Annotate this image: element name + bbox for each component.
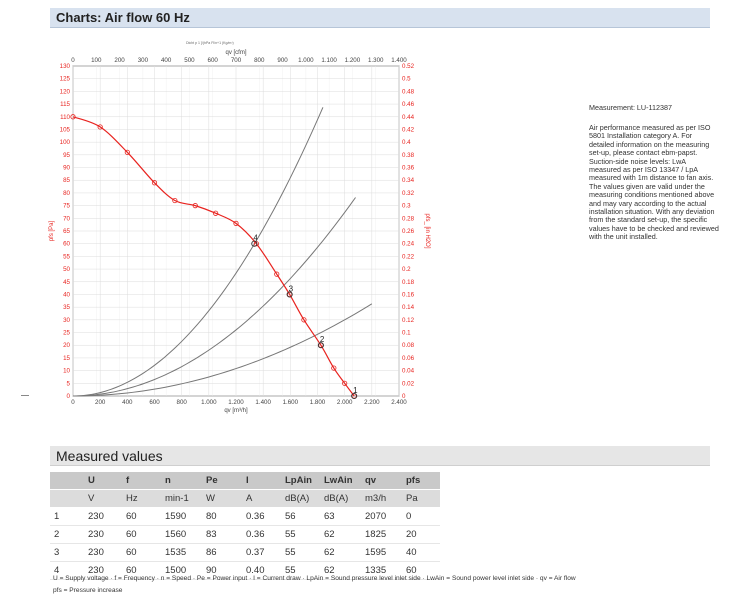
table-cell: 40 <box>402 544 440 562</box>
y2-tick-label: 0.46 <box>402 101 415 109</box>
header-pfs: pfs <box>402 472 440 490</box>
header-pe: Pe <box>202 472 242 490</box>
x-tick-label: 600 <box>149 399 160 406</box>
row-label: 4 <box>50 562 84 580</box>
x-tick-label: 2.400 <box>391 399 407 406</box>
y2-tick-label: 0.04 <box>402 367 415 375</box>
table-cell: 60 <box>122 526 161 544</box>
unit-cell: W <box>202 490 242 508</box>
legend-line-2: pfs = Pressure increase <box>53 587 123 594</box>
y2-tick-label: 0.4 <box>402 139 411 147</box>
unit-cell: dB(A) <box>281 490 320 508</box>
y2-tick-label: 0.34 <box>402 177 415 185</box>
table-cell: 0.36 <box>242 526 281 544</box>
y2-tick-label: 0.48 <box>402 88 415 96</box>
units-blank <box>50 490 84 508</box>
row-label: 1 <box>50 508 84 526</box>
table-cell: 1500 <box>161 562 202 580</box>
charts-title: Charts: Air flow 60 Hz <box>56 10 190 25</box>
y-tick-label: 30 <box>63 316 70 324</box>
table-units-row <box>50 490 440 508</box>
y-tick-label: 105 <box>59 126 70 134</box>
operating-point-label: 3 <box>288 284 294 294</box>
x-tick-label: 2.000 <box>336 399 353 406</box>
y-tick-label: 120 <box>59 88 70 96</box>
table-cell: 20 <box>402 526 440 544</box>
y-tick-label: 15 <box>63 354 70 362</box>
y-tick-label: 35 <box>63 304 70 312</box>
x-tick-label: 200 <box>95 399 106 406</box>
x2-tick-label: 700 <box>230 57 242 64</box>
table-cell: 1590 <box>161 508 202 526</box>
table-cell: 60 <box>402 562 440 580</box>
table-cell: 1595 <box>361 544 402 562</box>
unit-cell: V <box>84 490 122 508</box>
x-tick-label: 800 <box>176 399 187 406</box>
x2-tick-label: 500 <box>184 57 195 64</box>
y-tick-label: 80 <box>63 189 70 197</box>
y2-tick-label: 0.2 <box>402 266 411 274</box>
table-cell: 230 <box>84 562 122 580</box>
x-axis-label: qv [m³/h] <box>224 408 248 414</box>
measurement-id: Measurement: LU-112387 <box>589 103 672 112</box>
y-axis-label: pfs [Pa] <box>49 220 55 242</box>
header-qv: qv <box>361 472 402 490</box>
table-cell: 2070 <box>361 508 402 526</box>
y2-tick-label: 0.26 <box>402 228 415 235</box>
y2-tick-label: 0.18 <box>402 278 415 286</box>
y-tick-label: 95 <box>63 151 70 159</box>
header-f: f <box>122 472 161 490</box>
table-cell: 1535 <box>161 544 202 562</box>
table-cell: 0.37 <box>242 544 281 562</box>
header-i: I <box>242 472 281 490</box>
table-cell: 60 <box>122 544 161 562</box>
x2-tick-label: 200 <box>114 57 125 64</box>
x2-tick-label: 0 <box>71 57 75 64</box>
table-cell: 1335 <box>361 562 402 580</box>
table-cell: 0.36 <box>242 508 281 526</box>
airflow-chart <box>40 36 430 414</box>
y2-tick-label: 0.32 <box>402 189 415 197</box>
charts-section-header <box>50 8 710 28</box>
x2-axis-label: qv [cfm] <box>225 50 247 56</box>
y-tick-label: 40 <box>63 291 70 299</box>
y2-tick-label: 0.24 <box>402 240 415 248</box>
y2-tick-label: 0.14 <box>402 304 415 312</box>
y-tick-label: 75 <box>63 202 70 210</box>
table-cell: 0 <box>402 508 440 526</box>
y2-tick-label: 0.06 <box>402 354 415 362</box>
table-cell: 55 <box>281 544 320 562</box>
y-tick-label: 25 <box>63 329 70 337</box>
y2-tick-label: 0.12 <box>402 316 415 324</box>
y-tick-label: 100 <box>59 139 70 147</box>
x-tick-label: 400 <box>122 399 133 406</box>
y2-tick-label: 0.02 <box>402 380 415 388</box>
y-tick-label: 55 <box>63 253 70 261</box>
x2-tick-label: 1.400 <box>391 57 407 64</box>
y-tick-label: 45 <box>63 278 70 286</box>
measured-values-header <box>50 446 710 466</box>
unit-cell: m3/h <box>361 490 402 508</box>
table-cell: 62 <box>320 526 361 544</box>
y2-axis-label: pfs_ [in H2O] <box>424 213 430 249</box>
x2-tick-label: 1.200 <box>344 57 361 64</box>
x-tick-label: 2.200 <box>364 399 380 406</box>
table-cell: 55 <box>281 562 320 580</box>
x2-tick-label: 600 <box>207 57 218 64</box>
y-tick-label: 85 <box>63 177 70 185</box>
x-tick-label: 1.600 <box>282 399 299 406</box>
y-tick-label: 0 <box>66 393 70 400</box>
y-tick-label: 10 <box>63 367 70 375</box>
table-header-row <box>50 472 440 490</box>
legend-line-1: U = Supply voltage · f = Frequency · n = Speed · Pe = Power input · I = Current draw · LpAin = Sound pressure level inlet side · LwAin = Sound power level inlet side · qv = Air flow <box>53 575 576 582</box>
table-cell: 230 <box>84 526 122 544</box>
x2-tick-label: 900 <box>277 57 288 64</box>
x-tick-label: 1.800 <box>309 399 326 406</box>
header-n: n <box>161 472 202 490</box>
y-tick-label: 130 <box>59 63 70 70</box>
y2-tick-label: 0.08 <box>402 342 415 350</box>
y-tick-label: 70 <box>63 215 70 223</box>
unit-cell: Hz <box>122 490 161 508</box>
y-tick-label: 110 <box>60 113 70 121</box>
table-cell: 60 <box>122 562 161 580</box>
table-row <box>50 526 440 544</box>
table-cell: 80 <box>202 508 242 526</box>
x2-tick-label: 400 <box>160 57 172 64</box>
table-cell: 83 <box>202 526 242 544</box>
y-tick-label: 5 <box>66 380 70 388</box>
y-tick-label: 90 <box>63 164 70 172</box>
x-tick-label: 1.200 <box>228 399 244 406</box>
unit-cell: Pa <box>402 490 440 508</box>
table-cell: 86 <box>202 544 242 562</box>
unit-cell: min-1 <box>161 490 202 508</box>
table-row <box>50 544 440 562</box>
row-label: 2 <box>50 526 84 544</box>
y2-tick-label: 0.36 <box>402 164 415 172</box>
y2-tick-label: 0.52 <box>402 63 415 70</box>
table-cell: 230 <box>84 508 122 526</box>
y2-tick-label: 0.3 <box>402 202 411 210</box>
table-cell: 90 <box>202 562 242 580</box>
y2-tick-label: 0.22 <box>402 253 415 261</box>
y2-tick-label: 0.28 <box>402 215 415 223</box>
x2-tick-label: 300 <box>137 57 149 64</box>
y2-tick-label: 0.42 <box>402 126 415 134</box>
y-tick-label: 65 <box>63 228 70 235</box>
top-caption: Dicht p 1 ]/(hPa Fl/n+1 (Kg/m³) <box>186 41 234 45</box>
x2-tick-label: 800 <box>254 57 265 64</box>
table-cell: 55 <box>281 526 320 544</box>
y-tick-label: 115 <box>60 101 70 109</box>
x-tick-label: 1.000 <box>201 399 217 406</box>
header-u: U <box>84 472 122 490</box>
measurement-description: Air performance measured as per ISO 5801 Installation category A. For detailed information on the measuring set-up, please contact ebm-papst. Suction-side noise levels: LwA measured as per ISO 13347 / LpA measured with 1m distance to fan axis. The values given are valid under the measuring conditions mentioned above and may vary according to the actual installation situation. With any deviation from the standard set-up, the specific values have to be checked and reviewed with the unit installed. <box>589 123 719 242</box>
x2-tick-label: 1.100 <box>321 57 337 64</box>
header-lwa: LwAin <box>320 472 361 490</box>
unit-cell: dB(A) <box>320 490 361 508</box>
row-label: 3 <box>50 544 84 562</box>
table-cell: 62 <box>320 562 361 580</box>
y2-tick-label: 0.1 <box>402 329 411 337</box>
y2-tick-label: 0.44 <box>402 113 415 121</box>
x-tick-label: 0 <box>71 399 75 406</box>
y2-tick-label: 0.38 <box>402 151 415 159</box>
y-tick-label: 50 <box>63 266 70 274</box>
y-tick-label: 20 <box>63 342 70 350</box>
x2-tick-label: 1.000 <box>298 57 314 64</box>
table-row <box>50 508 440 526</box>
table-cell: 1560 <box>161 526 202 544</box>
operating-point-label: 1 <box>353 386 358 395</box>
y-tick-label: 60 <box>63 240 70 248</box>
unit-cell: A <box>242 490 281 508</box>
measured-values-table <box>50 472 440 580</box>
header-blank <box>50 472 84 490</box>
y2-tick-label: 0 <box>402 393 406 400</box>
table-cell: 1825 <box>361 526 402 544</box>
measured-values-title: Measured values <box>56 448 163 464</box>
table-cell: 63 <box>320 508 361 526</box>
table-cell: 60 <box>122 508 161 526</box>
table-cell: 56 <box>281 508 320 526</box>
x2-tick-label: 100 <box>91 57 102 64</box>
y2-tick-label: 0.16 <box>402 291 415 299</box>
x-tick-label: 1.400 <box>255 399 271 406</box>
header-lpa: LpAin <box>281 472 320 490</box>
operating-point-label: 2 <box>319 335 325 345</box>
x2-tick-label: 1.300 <box>367 57 384 64</box>
table-cell: 230 <box>84 544 122 562</box>
y2-tick-label: 0.5 <box>402 75 411 83</box>
table-cell: 62 <box>320 544 361 562</box>
side-marker <box>21 395 29 396</box>
y-tick-label: 125 <box>59 75 70 83</box>
table-cell: 0.40 <box>242 562 281 580</box>
operating-point-label: 4 <box>253 233 258 243</box>
